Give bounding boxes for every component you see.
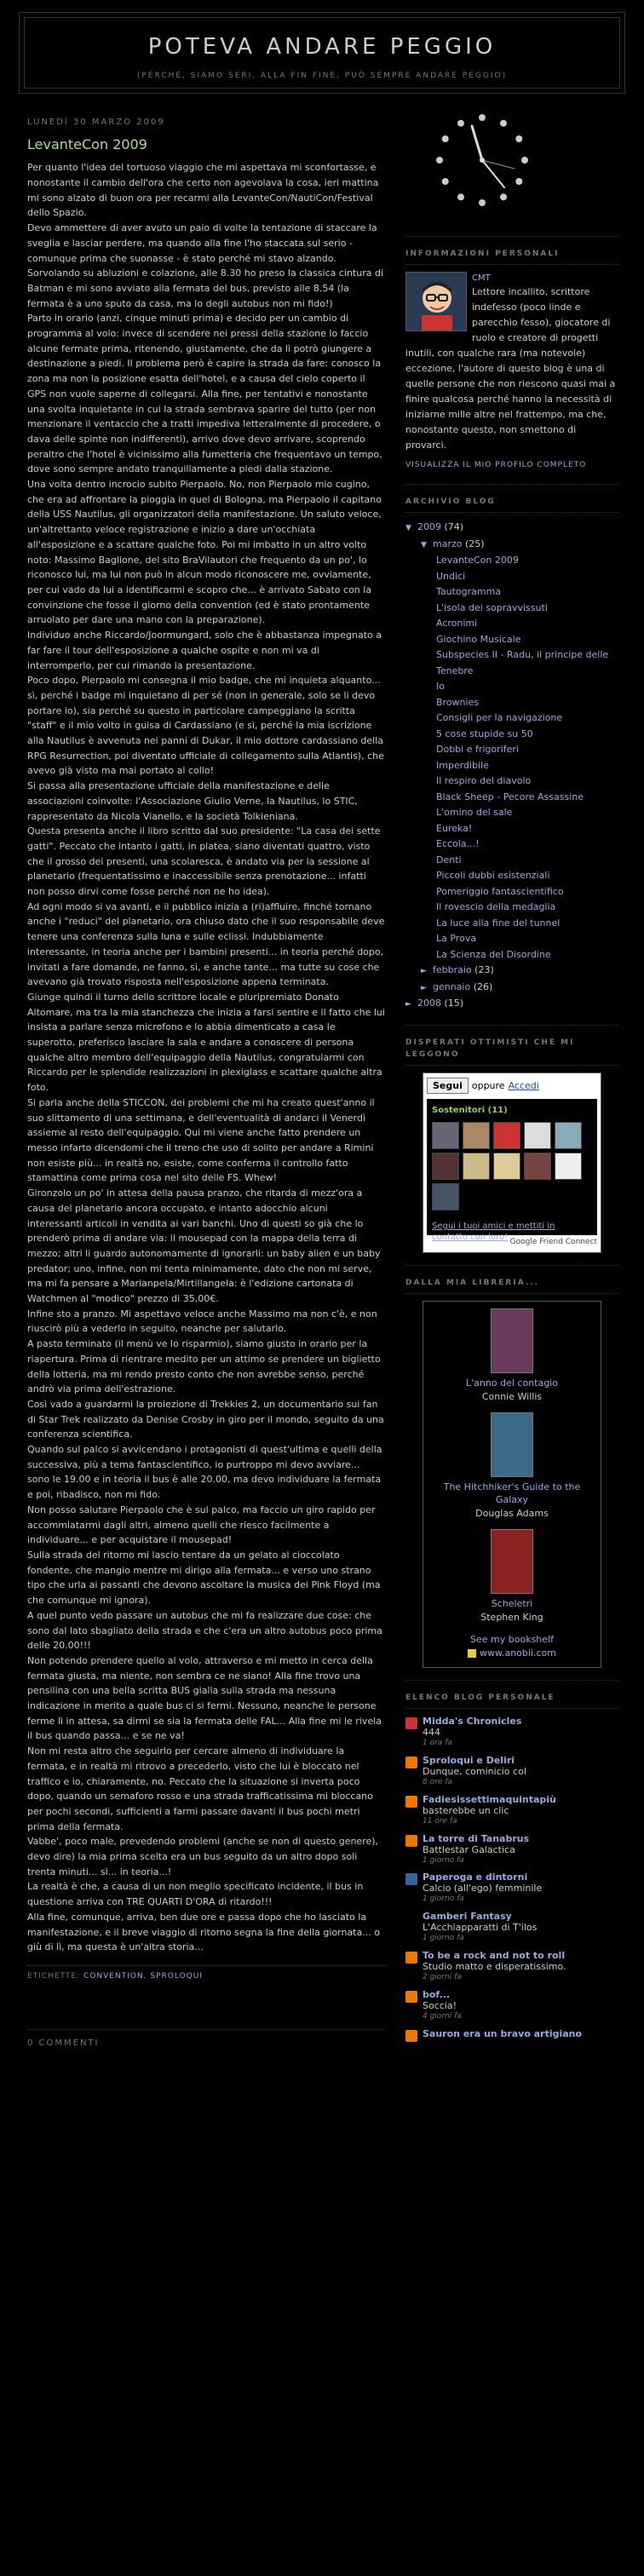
archive-post-link[interactable]: Tautogramma: [436, 586, 502, 598]
archive-post-link[interactable]: Denti: [436, 854, 462, 865]
post-paragraph: Si passa alla presentazione ufficiale della manifestazione e delle associazioni coinvolte: l'Associazione Giulio Verne, la Nautilus, lo STIC, rappresentato da Nicola Vianello, e la società Tolkieniana.: [27, 780, 358, 822]
archive-post-item: [405, 790, 618, 806]
followers-grid: [432, 1122, 592, 1210]
archive-post-item: [405, 805, 618, 821]
archive-month-item: ► febbraio (23): [405, 963, 618, 980]
post-paragraph: A pasto terminato (il menù ve lo risparmio), siamo giusto in orario per la riapertura. Prima di rientrare medito per un attimo se prendere un biglietto della lotteria, ma mi rendo presto conto che non avrebbe senso, perché andrò via prima dell'estrazione.: [27, 1338, 381, 1395]
label-link-convention[interactable]: CONVENTION: [83, 1971, 144, 1981]
archive-post-link[interactable]: 5 cose stupide su 50: [436, 727, 533, 739]
followers-heading: DISPERATI OTTIMISTI CHE MI LEGGONO: [405, 1038, 618, 1066]
google-friend-connect-label[interactable]: Google Friend Connect: [509, 1237, 597, 1246]
expand-toggle-icon[interactable]: ►: [421, 983, 427, 992]
post-paragraph: Una volta dentro incrocio subito Pierpaolo. No, non Pierpaolo mio cugino, che era ad affrontare la pioggia in quel di Bologna, ma Pierpaolo il capitano della USS Nautilus, gli organizzatori della manifestazione. Un saluto veloce, un'altrettanto veloce registrazione e inizio a dare un'occhiata all'esposizione e a scattare qualche foto. Poi mi imbatto in un altro volto noto: Massimo Baglione, del sito BraVilautori che frequento da un po', lo riconosco lui, ma lui non può in alcun modo riconoscere me, ovviamente, per cui vado da lui a identificarmi e scopro che... è arrivato Sabato con la convinzione che fosse il giorno della convention (ed è stato prontamente arruolato per dare una mano con la preparazione).: [27, 479, 382, 626]
archive-post-item: [405, 758, 618, 774]
clock-hour-dot: [479, 114, 486, 121]
follower-avatar[interactable]: [555, 1153, 582, 1180]
archive-post-item: [405, 695, 618, 711]
blog-list-item: [405, 2028, 618, 2042]
archive-post-link[interactable]: Giochino Musicale: [436, 633, 521, 645]
post-paragraph: Alla fine, comunque, arriva, ben due ore e passa dopo che ho lasciato la manifestazione, e il breve viaggio di ritorno segna la fine della giornata... o giù di lì, ma questa è un'altra storia...: [27, 1911, 380, 1953]
blog-latest-post-link[interactable]: Soccia!: [423, 2000, 457, 2012]
post-paragraph: Gironzolo un po' in attesa della pausa pranzo, che ritarda di mezz'ora a causa del planetario ancora occupato, e intanto adocchio alcuni interessanti articoli in vendita ai vari banchi. Uno di questi so già che lo prenderò prima di andare via: il mousepad con la mappa della terra di mezzo; altri li guardo autonomamente di ignorarli: un baby alien e un baby predator; uno, infine, non mi tenta minimamente, dato che non mi serve, ma mi fa pensare a Marianpela/Mirtillangela: è l'edizione cartonata di Watchmen al "modico" prezzo di 35,00€.: [27, 1187, 381, 1305]
post-paragraph: Non mi resta altro che seguirlo per cercare almeno di individuare la fermata, e in realtà mi ritrovo a precederlo, visto che lui è bloccato nel traffico e io, chiaramente, no. Peccato che la situazione si inverta poco dopo, quando un semaforo rosso e una strada trafficatissima mi bloccano per pochi secondi, sufficienti a farmi passare davanti il bus pochi metri prima della fermata.: [27, 1745, 373, 1832]
blog-list-heading: ELENCO BLOG PERSONALE: [405, 1693, 618, 1709]
archive-post-link[interactable]: Io: [436, 681, 445, 693]
or-text: oppure: [471, 1080, 505, 1092]
archive-post-item: [405, 900, 618, 916]
blogger-icon: [405, 1757, 417, 1768]
blog-post-time: 8 ore fa: [423, 1777, 452, 1786]
archive-post-item: [405, 773, 618, 790]
blogger-icon: [405, 2030, 417, 2042]
blog-list-item: [405, 1911, 618, 1945]
view-profile-link[interactable]: VISUALIZZA IL MIO PROFILO COMPLETO: [405, 461, 587, 470]
see-bookshelf-link[interactable]: See my bookshelf: [470, 1633, 554, 1645]
archive-post-link[interactable]: LevanteCon 2009: [436, 555, 519, 566]
book-item: [430, 1308, 594, 1404]
blog-name-link[interactable]: Sauron era un bravo artigiano: [423, 2028, 583, 2040]
comments-heading[interactable]: 0 COMMENTI: [27, 2029, 385, 2050]
blog-latest-post-link[interactable]: Dunque, cominicio col: [423, 1765, 526, 1777]
blogger-icon: [405, 1796, 417, 1808]
avatar[interactable]: [405, 272, 467, 331]
archive-year-2009: ▼ 2009 (74): [405, 520, 618, 537]
post-paragraph: A quel punto vedo passare un autobus che mi fa realizzare due cose: che sono dal lato sbagliato della strada e che c'era un altro autobus poco prima delle 20.00!!!: [27, 1609, 382, 1652]
archive-post-item: [405, 837, 618, 853]
post-paragraph: Poco dopo, Pierpaolo mi consegna il mio badge, che mi inquieta alquanto... sì, perché i badge mi inquietano di per sé (non in generale, solo se li devo portare io), sia perché su questo in particolare campeggiano la scritta "staff" e il mio volto in guisa di Cardassiano (e sì, perché la mia iscrizione alla Nautilus è avvenuta nei panni di Dukar, il mio dottore cardassiano della RPG Resurrection, poi diventato ufficiale di collegamento sulla Atlantis), che avevo già visto ma mai portato al collo!: [27, 675, 384, 777]
follower-avatar[interactable]: [493, 1153, 520, 1180]
blog-latest-post-link[interactable]: Studio matto e disperatissimo.: [423, 1961, 566, 1973]
profile-description: Lettore incallito, scrittore indefesso (poco linde e parecchio fesso), giocatore di ruolo e creatore di progetti inutili, con qualche rara (ma notevole) eccezione, l'autore di questo blog è una di quelle persone che non riescono quasi mai a finire qualcosa perché hanno la necessità di iniziarne mille altre nel frattempo, ma che, nonostante questo, non smettono di provarci.: [405, 286, 616, 451]
archive-period-link[interactable]: gennaio: [433, 980, 471, 992]
archive-month-link[interactable]: marzo: [433, 538, 463, 549]
post-paragraph: Devo ammettere di aver avuto un paio di volte la tentazione di staccare la sveglia e lasciar perdere, ma quando alla fine l'ho staccata sul serio - comunque prima che suonasse - è stato perché mi stavo alzando.: [27, 222, 377, 264]
archive-post-link[interactable]: Piccoli dubbi esistenziali: [436, 870, 550, 882]
archive-post-link[interactable]: Black Sheep - Pecore Assassine: [436, 791, 584, 802]
archive-period-link[interactable]: febbraio: [433, 964, 472, 976]
archive-post-link[interactable]: Imperdibile: [436, 759, 489, 771]
archive-post-item: [405, 616, 618, 632]
blog-post-time: 1 ora fa: [423, 1738, 452, 1747]
archive-post-item: [405, 947, 618, 963]
follower-avatar[interactable]: [432, 1122, 459, 1149]
book-title[interactable]: Scheletri: [491, 1597, 533, 1609]
blog-name-link[interactable]: Fadiesissettimaquintapiù: [423, 1793, 556, 1805]
friends-connect-link[interactable]: Segui i tuoi amici e mettiti in contatto con loro!: [432, 1222, 555, 1243]
blog-name-link[interactable]: La torre di Tanabrus: [423, 1832, 530, 1844]
archive-post-item: [405, 710, 618, 727]
clock-icon: [431, 109, 533, 211]
archive-post-link[interactable]: Pomeriggio fantascientifico: [436, 885, 564, 897]
post-paragraph: Sulla strada del ritorno mi lascio tentare da un gelato al cioccolato fondente, che mangio mentre mi dirigo alla fermata... e verso uno strano tipo che urla ai passanti che devono ascoltare la musica dei Pink Floyd (ma che comunque mi ignora).: [27, 1549, 381, 1607]
blog-list-item: [405, 1755, 618, 1789]
post-paragraph: Non posso salutare Pierpaolo che è sul palco, ma faccio un giro rapido per accommiatarmi dagli altri, almeno quelli che riesco facilmente a individuare... e per acquistare il mousepad!: [27, 1504, 376, 1546]
supporters-label[interactable]: Sostenitori (11): [432, 1105, 508, 1115]
archive-post-link[interactable]: La luce alla fine del tunnel: [436, 917, 561, 929]
sidebar: [405, 109, 618, 2562]
post-paragraph: Si parla anche della STICCON, dei problemi che mi ha creato quest'anno il suo slittamento di una settimana, e dell'eventualità di andarci il Venerdì assieme al resto dell'equipaggio. Qui mi viene anche fatto prendere un messo infarto dicendomi che il treno che uso di solito per andare a Rimini non esiste più... in realtà no, esiste, come conferma il controllo fatto stamattina come prima cosa nel sito delle FS. Whew!: [27, 1096, 375, 1184]
library-widget: [405, 1278, 618, 1681]
book-item: [430, 1529, 594, 1624]
archive-post-item: [405, 742, 618, 758]
clock-hour-dot: [436, 157, 443, 164]
profile-widget: [405, 249, 618, 485]
archive-post-link[interactable]: L'isola dei sopravvissuti: [436, 601, 548, 613]
post-paragraph: La realtà è che, a causa di un non meglio specificato incidente, il bus in questione arriva con TRE QUARTI D'ORA di ritardo!!!: [27, 1881, 364, 1908]
archive-post-link[interactable]: La Scienza del Disordine: [436, 948, 551, 960]
blogger-icon: [405, 1952, 417, 1964]
clock-hour-dot: [515, 178, 522, 185]
blog-name-link[interactable]: Gamberi Fantasy: [423, 1911, 512, 1923]
blog-list: [405, 1716, 618, 2043]
blog-title[interactable]: POTEVA ANDARE PEGGIO: [147, 34, 497, 60]
blog-post-time: 11 ore fa: [423, 1816, 457, 1826]
post-paragraph: Sorvolando su abluzioni e colazione, alle 8.30 ho preso la classica cintura di Batman e mi sono avviato alla fermata del bus, previsto alle 8.54 (la fermata è a uno sputo da casa, ma lo degli autobus non mi fido!): [27, 267, 384, 309]
follower-avatar[interactable]: [432, 1183, 459, 1210]
blog-name-link[interactable]: Midda's Chronicles: [423, 1715, 522, 1727]
follow-button[interactable]: Segui: [427, 1078, 469, 1094]
blog-list-item: [405, 1872, 618, 1906]
blog-latest-post-link[interactable]: L'Acchiapparatti di T'ilos: [423, 1922, 538, 1934]
post-paragraph: Infine sto a pranzo. Mi aspettavo veloce anche Massimo ma non c'è, e non riuscirò più a vederlo in seguito, neanche per salutarlo.: [27, 1308, 377, 1335]
clock-hour-dot: [500, 193, 507, 200]
archive-year-item: ► 2008 (15): [405, 996, 618, 1013]
archive-post-link[interactable]: L'omino del sale: [436, 807, 513, 819]
archive-post-item: [405, 916, 618, 932]
post-paragraph: Individuo anche Riccardo/Joormungard, solo che è abbastanza impegnato a far fare il tour dell'esposizione a qualche ospite e non mi va di interromperlo, per cui rimando la presentazione.: [27, 630, 382, 671]
book-item: [430, 1412, 594, 1521]
post-paragraph: Questa presenta anche il libro scritto dal suo presidente: "La casa dei sette gatti". Peccato che intanto i gatti, in platea, siano diventati quattro, visto che il grosso dei presenti, una scolaresca, è andato via per la sessione al planetario (frequentatissimo e inaccessibile senza prenotazione... infatti non posso dirvi come fosse perché non ne ho idea).: [27, 825, 381, 898]
profile-heading: INFORMAZIONI PERSONALI: [405, 249, 618, 265]
blog-list-item: [405, 1833, 618, 1867]
book-author: Douglas Adams: [475, 1507, 549, 1519]
blank-icon: [405, 1912, 417, 1924]
post-body: [27, 160, 385, 1955]
post-paragraph: Non potendo prendere quello al volo, attraverso e mi metto in cerca della fermata giusta, ma niente, non sembra ce ne siano! Alla fine trovo una pensilina con una bella scritta BUS gialla sulla strada ma nessuna indicazione in merito a quale bus ci si fermi. Nessuno, neanche le persone ferme lì in attesa, sa dirmi se sia la fermata delle FAL... Alla fine mi le rivela il bus quando passa... e se ne va!: [27, 1654, 382, 1742]
post-labels: ETICHETTE: CONVENTION, SPROLOQUI: [27, 1965, 385, 1983]
archive-post-link[interactable]: Subspecies II - Radu, il principe delle Tenebre: [436, 649, 609, 676]
book-author: Connie Willis: [481, 1390, 543, 1402]
anobii-icon: [468, 1649, 476, 1658]
book-cover[interactable]: [491, 1308, 533, 1373]
archive-post-link[interactable]: Il rovescio della medaglia: [436, 901, 556, 913]
book-cover[interactable]: [491, 1529, 533, 1594]
blogger-icon: [405, 1835, 417, 1847]
archive-other-periods: [405, 963, 618, 1013]
archive-post-item: [405, 569, 618, 585]
followers-widget: [405, 1038, 618, 1266]
archive-period-link[interactable]: 2008: [417, 998, 441, 1009]
follower-avatar[interactable]: [432, 1153, 459, 1180]
blog-post-time: 2 giorni fa: [423, 1973, 462, 1982]
blog-post-time: 1 giorno fa: [423, 1934, 464, 1943]
main-column: [27, 116, 385, 2561]
archive-year-link[interactable]: 2009: [417, 521, 441, 533]
blog-latest-post-link[interactable]: basterebbe un clic: [423, 1804, 509, 1816]
follower-avatar[interactable]: [524, 1122, 551, 1149]
follower-avatar[interactable]: [493, 1122, 520, 1149]
blog-post-time: 1 giorno fa: [423, 1895, 464, 1904]
archive-widget: [405, 497, 618, 1025]
follower-avatar[interactable]: [463, 1122, 490, 1149]
post-date: LUNEDÌ 30 MARZO 2009: [27, 118, 165, 127]
archive-post-item: [405, 584, 618, 601]
label-link-sproloqui[interactable]: SPROLOQUI: [150, 1971, 203, 1981]
labels-prefix: ETICHETTE:: [27, 1971, 81, 1981]
archive-post-item: [405, 601, 618, 617]
post-paragraph: Per quanto l'idea del tortuoso viaggio che mi aspettava mi sconfortasse, e nonostante il cambio dell'ora che certo non agevolava la cosa, ieri mattina mi sono alzato di buon ora per recarmi alla LevanteCon/NautiCon/Festival dello Spazio.: [27, 162, 379, 219]
post-paragraph: Giunge quindi il turno dello scrittore locale e pluripremiato Donato Altomare, ma tra la mia stanchezza che inizia a farsi sentire e il fatto che lui insista a parlare senza microfono e lo abbia dimenticato a casa le superotto, preferisco lasciare la sala e andare a conoscere di persona qualche altro membro dell'equipaggio della Nautilus, congratularmi con Riccardo per le splendide realizzazioni in plexiglass e scattare qualche altra foto.: [27, 991, 385, 1094]
archive-post-item: [405, 868, 618, 884]
archive-post-item: [405, 884, 618, 900]
blog-header: [19, 12, 625, 94]
clock-hour-dot: [500, 120, 507, 127]
blog-latest-post-link[interactable]: Battlestar Galactica: [423, 1843, 515, 1855]
post-paragraph: Parto in orario (anzi, cinque minuti prima) e decido per un cambio di programma al volo: invece di scendere nei pressi della stazione lo faccio alcune fermate prima, ritenendo, giustamente, che da lì potrò giungere a destinazione a piedi. Il problema però è capire la strada da fare: conosco la zona ma non la posizione esatta dell'hotel, e a causa del cielo coperto il GPS non vuole saperne di collegarsi. Alla fine, per tentativi e nonostante una svolta inquietante in cui la strada sembrava sparire del tutto (per non menzionare il ventaccio che a tratti impediva letteralmente di procedere, o dava delle spinte non indifferenti), arrivo dove devo arrivare, scoprendo peraltro che l'hotel è vicinissimo alla fumetteria che frequentavo un tempo, dove sono sempre andato tranquillamente a piedi dalla stazione.: [27, 313, 382, 475]
blogger-icon: [405, 1991, 417, 2003]
blogger-icon: [405, 1717, 417, 1729]
archive-post-link[interactable]: La Prova: [436, 933, 477, 945]
blog-list-item: [405, 1794, 618, 1828]
book-author: Stephen King: [480, 1611, 543, 1623]
blog-latest-post-link[interactable]: 444: [423, 1726, 440, 1738]
blogger-icon: [405, 1873, 417, 1885]
post-title[interactable]: LevanteCon 2009: [27, 135, 147, 152]
followers-box: [423, 1072, 601, 1253]
blog-post-time: 1 giorno fa: [423, 1855, 464, 1865]
archive-post-link[interactable]: Eureka!: [436, 822, 473, 834]
book-title[interactable]: The Hitchhiker's Guide to the Galaxy: [443, 1481, 581, 1505]
profile-name[interactable]: CMT: [472, 273, 491, 283]
blog-latest-post-link[interactable]: Calcio (all'ego) femminile: [423, 1883, 543, 1895]
blog-list-widget: [405, 1693, 618, 2059]
blog-name-link[interactable]: To be a rock and not to roll: [423, 1950, 566, 1962]
archive-post-item: [405, 931, 618, 947]
archive-post-item: [405, 679, 618, 695]
anobii-link[interactable]: www.anobii.com: [479, 1647, 556, 1659]
blog-list-item: [405, 1989, 618, 2023]
archive-post-item: [405, 853, 618, 869]
post-paragraph: Quando sul palco si avvicendano i protagonisti di quest'ultima e quelli della successiva, più a tema fantascientifico, io purtroppo mi devo avviare... sono le 19.00 e in teoria il bus è alle 20.00, ma devo individuare la fermata e poi, ribadisco, non mi fido.: [27, 1444, 382, 1501]
archive-post-item: [405, 632, 618, 648]
book-title[interactable]: L'anno del contagio: [466, 1377, 558, 1389]
follower-avatar[interactable]: [555, 1122, 582, 1149]
archive-post-link[interactable]: Il respiro del diavolo: [436, 775, 532, 787]
blog-list-item: [405, 1950, 618, 1984]
archive-month-item: ► gennaio (26): [405, 980, 618, 997]
clock-hour-dot: [442, 135, 449, 142]
clock-hour-dot: [521, 157, 528, 164]
collapse-toggle-icon[interactable]: ▼: [421, 540, 427, 549]
post-paragraph: Ad ogni modo si va avanti, e il pubblico inizia a (ri)affluire, finché tornano anche i "reduci" del planetario, ora chiuso dato che il suo responsabile deve tenere una conferenza sulla luna e sulle eclissi. Indubbiamente interessante, in teoria anche per i bambini presenti... in teoria perché dopo, invitati a fare domande, ne fanno, sì, e anche tante... ma tutte su cose che avevano già trovato risposta nell'esposizione appena terminata.: [27, 900, 385, 988]
archive-post-item: [405, 821, 618, 837]
blog-post-time: 4 giorni fa: [423, 2012, 462, 2021]
library-box: [423, 1301, 601, 1668]
archive-post-item: [405, 727, 618, 743]
archive-post-link[interactable]: Dobbi e frigoriferi: [436, 744, 519, 756]
access-link[interactable]: Accedi: [508, 1080, 539, 1092]
clock-widget: [405, 109, 618, 237]
archive-heading: ARCHIVIO BLOG: [405, 497, 618, 513]
blog-list-item: [405, 1716, 618, 1750]
archive-post-list: [405, 553, 618, 963]
clock-hour-dot: [457, 193, 464, 200]
archive-post-link[interactable]: Consigli per la navigazione: [436, 712, 563, 724]
blog-name-link[interactable]: bof...: [423, 1989, 451, 2001]
archive-post-link[interactable]: Undici: [436, 570, 466, 582]
follower-avatar[interactable]: [463, 1153, 490, 1180]
blog-name-link[interactable]: Paperoga e dintorni: [423, 1872, 528, 1883]
clock-hour-dot: [479, 199, 486, 206]
blog-description: (PERCHÉ, SIAMO SERI, ALLA FIN FINE, PUÒ SEMPRE ANDARE PEGGIO): [136, 72, 508, 81]
book-cover[interactable]: [491, 1412, 533, 1477]
archive-post-link[interactable]: Eccola...!: [436, 838, 480, 850]
post-paragraph: Così vado a guardarmi la proiezione di Trekkies 2, un documentario sui fan di Star Trek realizzato da Denise Crosby in giro per il mondo, seguito da una conferenza scientifica.: [27, 1398, 384, 1440]
clock-hour-dot: [457, 120, 464, 127]
library-heading: DALLA MIA LIBRERIA...: [405, 1278, 618, 1294]
follower-avatar[interactable]: [524, 1153, 551, 1180]
archive-month-marzo: ▼ marzo (25): [405, 537, 618, 554]
collapse-toggle-icon[interactable]: ▼: [405, 524, 411, 533]
archive-post-item: [405, 553, 618, 569]
archive-post-link[interactable]: Acronimi: [436, 618, 478, 630]
archive-post-item: [405, 647, 618, 679]
clock-hour-dot: [442, 178, 449, 185]
clock-hour-dot: [515, 135, 522, 142]
expand-toggle-icon[interactable]: ►: [421, 967, 427, 976]
blog-name-link[interactable]: Sproloqui e Deliri: [423, 1754, 515, 1766]
archive-post-link[interactable]: Brownies: [436, 696, 480, 708]
expand-toggle-icon[interactable]: ►: [405, 1000, 411, 1009]
post-paragraph: Vabbe', poco male, prevedendo problemi (anche se non di questo genere), devo dire) la mia prima scelta era un bus seguito da un altro dopo soli trenta minuti... sì... in teoria...!: [27, 1836, 379, 1877]
